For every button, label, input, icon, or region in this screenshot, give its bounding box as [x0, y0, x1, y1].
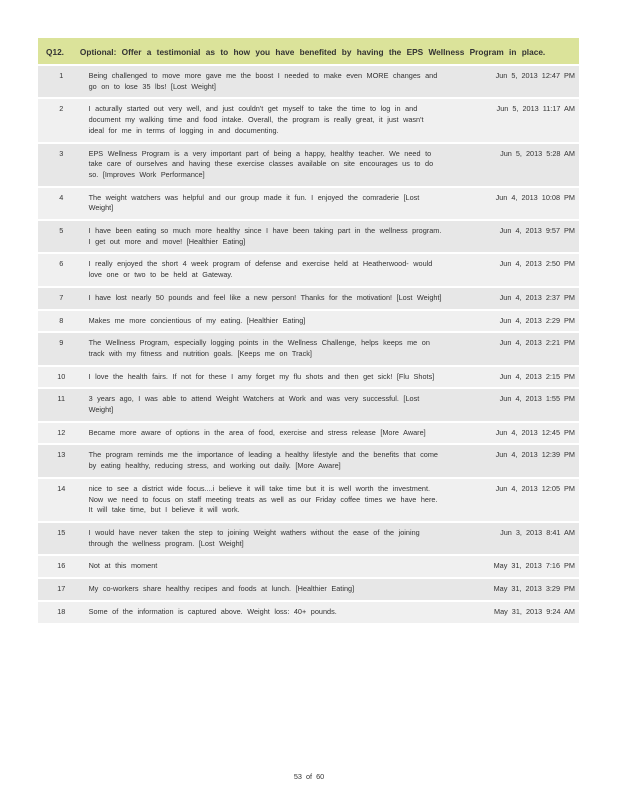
- response-date: Jun 5, 2013 5:28 AM: [446, 143, 579, 187]
- response-date: Jun 4, 2013 10:08 PM: [446, 187, 579, 220]
- response-date: Jun 3, 2013 8:41 AM: [446, 522, 579, 555]
- table-row: [38, 98, 579, 142]
- response-date: Jun 4, 2013 9:57 PM: [446, 220, 579, 253]
- page-footer: [0, 772, 618, 781]
- response-number: 17: [38, 578, 85, 601]
- response-number: 16: [38, 555, 85, 578]
- question-header: [38, 38, 579, 66]
- page-number: 53 of 60: [293, 772, 325, 781]
- response-text: nice to see a district wide focus....i believe it will take time but it is well worth the investment. Now we need to focus on staff meeting treats as well as our Friday coffee times we have here. It will take time, but I believe it will work.: [85, 478, 446, 522]
- response-number: 3: [38, 143, 85, 187]
- question-text: Optional: Offer a testimonial as to how you have benefited by having the EPS Wellness Program in place.: [79, 47, 546, 57]
- responses-body: [38, 66, 579, 624]
- table-row: [38, 332, 579, 365]
- response-date: Jun 4, 2013 12:05 PM: [446, 478, 579, 522]
- response-text: I would have never taken the step to joining Weight wathers without the ease of the joining through the wellness program. [Lost Weight]: [85, 522, 446, 555]
- response-date: Jun 4, 2013 2:21 PM: [446, 332, 579, 365]
- table-row: [38, 310, 579, 333]
- response-number: 7: [38, 287, 85, 310]
- response-text: The weight watchers was helpful and our group made it fun. I enjoyed the comraderie [Lost Weight]: [85, 187, 446, 220]
- response-text: The program reminds me the importance of leading a healthy lifestyle and the benefits that come by eating healthy, reducing stress, and working out daily. [More Aware]: [85, 444, 446, 477]
- table-row: [38, 478, 579, 522]
- responses-table: [38, 66, 579, 625]
- response-number: 15: [38, 522, 85, 555]
- response-number: 12: [38, 422, 85, 445]
- response-text: I acturally started out very well, and just couldn't get myself to take the time to log in and document my walking time and food intake. Overall, the program is really great, it just wasn't ideal for me in terms of logging in and documenting.: [85, 98, 446, 142]
- response-number: 18: [38, 601, 85, 624]
- table-row: [38, 388, 579, 421]
- response-text: I really enjoyed the short 4 week program of defense and exercise held at Heatherwood- would love one or two to be held at Gateway.: [85, 253, 446, 286]
- response-date: Jun 4, 2013 12:39 PM: [446, 444, 579, 477]
- response-date: Jun 4, 2013 2:15 PM: [446, 366, 579, 389]
- table-row: [38, 601, 579, 624]
- response-number: 6: [38, 253, 85, 286]
- table-row: [38, 555, 579, 578]
- table-row: [38, 287, 579, 310]
- response-number: 11: [38, 388, 85, 421]
- table-row: [38, 143, 579, 187]
- response-text: EPS Wellness Program is a very important part of being a happy, healthy teacher. We need to take care of ourselves and having these exercise classes available on site encourages us to do so. [Improves Work Performance]: [85, 143, 446, 187]
- question-label: Q12.: [46, 47, 64, 57]
- table-row: [38, 220, 579, 253]
- table-row: [38, 66, 579, 98]
- response-number: 10: [38, 366, 85, 389]
- table-row: [38, 366, 579, 389]
- response-number: 14: [38, 478, 85, 522]
- response-text: Became more aware of options in the area of food, exercise and stress release [More Aware]: [85, 422, 446, 445]
- response-date: Jun 4, 2013 2:37 PM: [446, 287, 579, 310]
- response-date: Jun 4, 2013 1:55 PM: [446, 388, 579, 421]
- response-text: I have lost nearly 50 pounds and feel like a new person! Thanks for the motivation! [Lost Weight]: [85, 287, 446, 310]
- response-text: The Wellness Program, especially logging points in the Wellness Challenge, helps keeps me on track with my fitness and nutrition goals. [Keeps me on Track]: [85, 332, 446, 365]
- table-row: [38, 253, 579, 286]
- table-row: [38, 422, 579, 445]
- response-number: 4: [38, 187, 85, 220]
- response-number: 2: [38, 98, 85, 142]
- response-date: Jun 4, 2013 12:45 PM: [446, 422, 579, 445]
- response-text: My co-workers share healthy recipes and foods at lunch. [Healthier Eating]: [85, 578, 446, 601]
- response-date: Jun 5, 2013 11:17 AM: [446, 98, 579, 142]
- response-date: May 31, 2013 7:16 PM: [446, 555, 579, 578]
- response-number: 13: [38, 444, 85, 477]
- response-text: I have been eating so much more healthy since I have been taking part in the wellness program. I get out more and move! [Healthier Eating]: [85, 220, 446, 253]
- response-date: Jun 4, 2013 2:29 PM: [446, 310, 579, 333]
- table-row: [38, 187, 579, 220]
- response-date: Jun 5, 2013 12:47 PM: [446, 66, 579, 98]
- response-number: 9: [38, 332, 85, 365]
- response-text: Makes me more concientious of my eating. [Healthier Eating]: [85, 310, 446, 333]
- table-row: [38, 522, 579, 555]
- response-text: Not at this moment: [85, 555, 446, 578]
- response-text: I love the health fairs. If not for these I amy forget my flu shots and then get sick! [Flu Shots]: [85, 366, 446, 389]
- response-date: May 31, 2013 9:24 AM: [446, 601, 579, 624]
- response-date: May 31, 2013 3:29 PM: [446, 578, 579, 601]
- response-text: Being challenged to move more gave me the boost I needed to make even MORE changes and go on to lose 35 lbs! [Lost Weight]: [85, 66, 446, 98]
- survey-page: [38, 38, 579, 625]
- response-number: 5: [38, 220, 85, 253]
- response-number: 1: [38, 66, 85, 98]
- table-row: [38, 444, 579, 477]
- table-row: [38, 578, 579, 601]
- response-text: Some of the information is captured above. Weight loss: 40+ pounds.: [85, 601, 446, 624]
- response-text: 3 years ago, I was able to attend Weight Watchers at Work and was very successful. [Lost Weight]: [85, 388, 446, 421]
- response-date: Jun 4, 2013 2:50 PM: [446, 253, 579, 286]
- response-number: 8: [38, 310, 85, 333]
